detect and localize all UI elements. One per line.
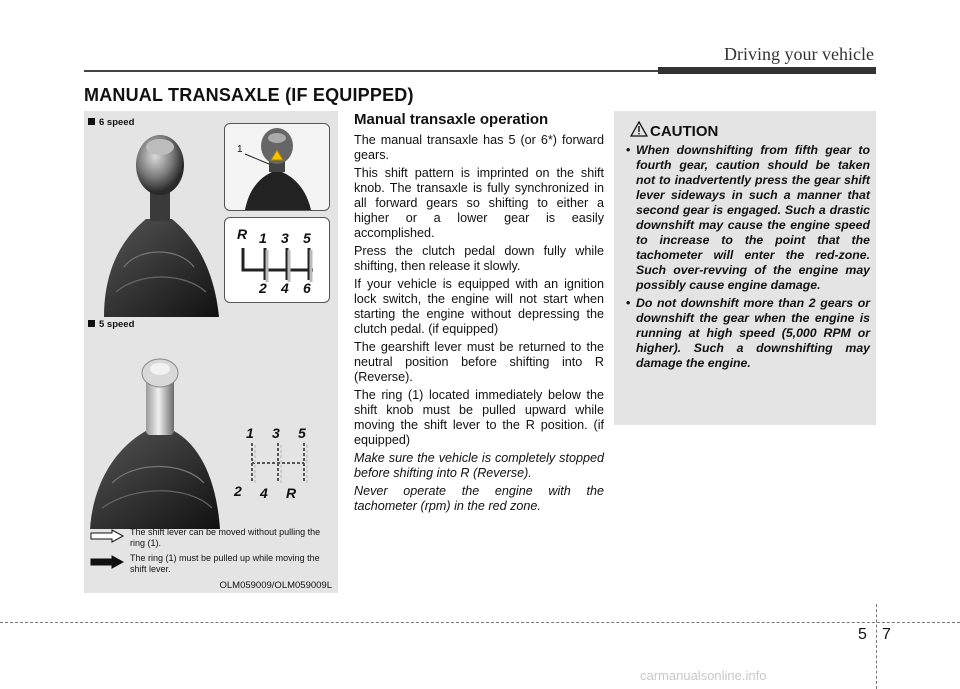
shift-knob-5speed-illustration bbox=[84, 343, 224, 529]
body-paragraph: The ring (1) located immediately below the shift knob must be pulled upward while moving the shift lever to the R position. (if equipped) bbox=[354, 388, 604, 447]
body-paragraph: The gearshift lever must be returned to the neutral position before shifting into R (Reverse). bbox=[354, 340, 604, 384]
caution-heading: CAUTION bbox=[650, 123, 719, 140]
italic-note: Never operate the engine with the tachometer (rpm) in the red zone. bbox=[354, 484, 604, 513]
shift-label: R bbox=[286, 485, 297, 501]
caution-list bbox=[624, 143, 870, 374]
figure-label-5speed: 5 speed bbox=[88, 319, 134, 330]
legend-row-filled bbox=[90, 553, 334, 583]
caution-item: • Do not downshift more than 2 gears or downshift the gear when the engine is running at high speed (5,000 RPM or higher). Such a downshifting may damage the engine. bbox=[624, 296, 870, 371]
chapter-number: 5 bbox=[858, 626, 867, 643]
shift-label: 5 bbox=[303, 230, 311, 246]
body-paragraph: The manual transaxle has 5 (or 6*) forward gears. bbox=[354, 133, 604, 162]
footer-rule bbox=[0, 622, 960, 623]
shift-label: 2 bbox=[259, 280, 267, 296]
legend-text: The ring (1) must be pulled up while moving the shift lever. bbox=[130, 553, 320, 574]
watermark: carmanualsonline.info bbox=[640, 668, 767, 683]
ring-callout-number: 1 bbox=[237, 144, 243, 155]
body-paragraph: Press the clutch pedal down fully while shifting, then release it slowly. bbox=[354, 244, 604, 273]
shift-label: 4 bbox=[260, 485, 268, 501]
legend-text: The shift lever can be moved without pulling the ring (1). bbox=[130, 527, 321, 548]
shift-label: 3 bbox=[281, 230, 289, 246]
outline-arrow-icon bbox=[90, 529, 124, 543]
figure-label-6speed: 6 speed bbox=[88, 117, 134, 128]
shift-pattern-6speed-inset bbox=[224, 217, 330, 303]
shift-label: 6 bbox=[303, 280, 311, 296]
body-paragraph: This shift pattern is imprinted on the shift knob. The transaxle is fully synchronized in all forward gears so shifting to either a higher or a lower gear is easily accomplished. bbox=[354, 166, 604, 240]
caution-box bbox=[614, 111, 876, 425]
shift-label: R bbox=[237, 226, 248, 242]
page-number: 7 bbox=[882, 626, 891, 643]
italic-note: Make sure the vehicle is completely stopped before shifting into R (Reverse). bbox=[354, 451, 604, 480]
ring-knob-illustration bbox=[225, 124, 329, 210]
shift-label: 1 bbox=[259, 230, 267, 246]
square-bullet-icon bbox=[88, 320, 95, 327]
ring-detail-inset bbox=[224, 123, 330, 211]
figure-panel bbox=[84, 111, 338, 593]
header-title: Driving your vehicle bbox=[724, 44, 874, 64]
warning-triangle-icon bbox=[630, 121, 648, 137]
figure-code: OLM059009/OLM059009L bbox=[219, 580, 332, 591]
footer-divider bbox=[876, 604, 877, 689]
shift-label: 4 bbox=[281, 280, 289, 296]
shift-pattern-5speed-diagram bbox=[230, 423, 330, 503]
body-paragraph: If your vehicle is equipped with an ignition lock switch, the engine will not start when starting the engine without depressing the clutch pedal. (if equipped) bbox=[354, 277, 604, 336]
shift-pattern-5speed bbox=[230, 423, 330, 503]
shift-label: 3 bbox=[272, 425, 280, 441]
square-bullet-icon bbox=[88, 118, 95, 125]
manual-transaxle-operation bbox=[354, 111, 604, 517]
shift-label: 5 bbox=[298, 425, 306, 441]
filled-arrow-icon bbox=[90, 555, 124, 569]
shift-label: 1 bbox=[246, 425, 254, 441]
section-title: MANUAL TRANSAXLE (IF EQUIPPED) bbox=[84, 85, 414, 105]
caution-item: • When downshifting from fifth gear to fourth gear, caution should be taken not to inadvertently press the gear shift lever sideways in such a manner that second gear is engaged. Such a drastic downshift may cause the engine speed to increase to the point that the tachometer will enter the red-zone. Such over-revving of the engine may possibly cause engine damage. bbox=[624, 143, 870, 293]
subsection-heading: Manual transaxle operation bbox=[354, 111, 549, 128]
shift-label: 2 bbox=[234, 483, 242, 499]
header-rule bbox=[84, 70, 658, 72]
header-rule-accent bbox=[658, 67, 876, 74]
shift-knob-6speed-illustration bbox=[84, 127, 224, 317]
